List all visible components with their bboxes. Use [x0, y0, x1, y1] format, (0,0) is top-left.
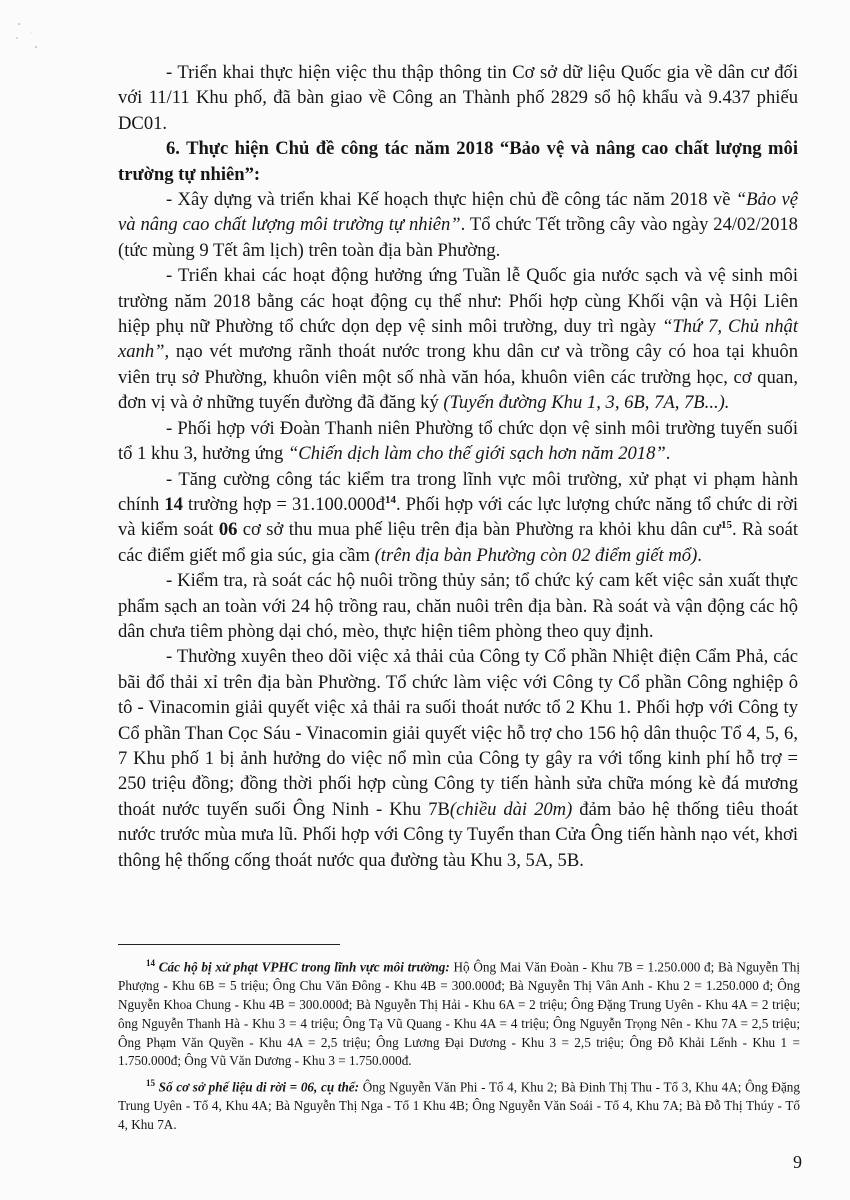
text-run: cơ sở thu mua phế liệu trên địa bàn Phường ra khỏi khu dân cư [237, 519, 721, 541]
text-run: - Phối hợp với Đoàn Thanh niên Phường tổ chức dọn vệ sinh môi trường tuyến suối tổ 1 khu 3, hưởng ứng [118, 417, 798, 465]
section-heading [118, 136, 798, 187]
text-run: . Rà soát các điểm giết mổ gia súc, gia cầm [118, 519, 799, 566]
body-paragraph [118, 416, 798, 467]
text-run: (trên địa bàn Phường còn 02 điểm giết mổ) [374, 544, 698, 566]
footnote-14 [118, 954, 800, 1071]
footnote-text: Hộ Ông Mai Văn Đoàn - Khu 7B = 1.250.000 đ; Bà Nguyễn Thị Phượng - Khu 6B = 5 triệu; Ông Chu Văn Đông - Khu 4B = 300.000đ; Bà Nguyễn Thị Vân Anh - Khu 2 = 1.250.000 đ; Ông Nguyễn Khoa Chung - Khu 4B = 300.000đ; Bà Nguyễn Thị Hải - Khu 6A = 2 triệu; Ông Đặng Trung Uyên - Khu 4A = 2 triệu; ông Nguyễn Thanh Hà - Khu 3 = 4 triệu; Ông Tạ Vũ Quang - Khu 4A = 4 triệu; Ông Nguyễn Trọng Nên - Khu 7A = 2,5 triệu; Ông Phạm Văn Quyền - Khu 4A = 2,5 triệu; Ông Lương Đại Dương - Khu 3 = 2,5 triệu; Ông Đỗ Khải Lếnh - Khu 1 = 1.750.000đ; Ông Vũ Văn Dương - Khu 3 = 1.750.000đ. [118, 959, 801, 1069]
footnotes [118, 954, 800, 1138]
text-run: . Phối hợp với các lực lượng chức năng tổ chức di rời và kiểm soát [118, 493, 798, 541]
text-run: “Chiến dịch làm cho thế giới sạch hơn năm 2018” [287, 443, 666, 465]
text-run: 6. Thực hiện Chủ đề công tác năm 2018 “Bảo vệ và nâng cao chất lượng môi trường tự nhiên”: [118, 138, 798, 185]
text-run: - Kiểm tra, rà soát các hộ nuôi trồng thủy sản; tổ chức ký cam kết việc sản xuất thực phẩm sạch an toàn với 24 hộ trồng rau, chăn nuôi trên địa bàn. Rà soát và vận động các hộ dân chưa tiêm phòng dại chó, mèo, thực hiện tiêm phòng theo quy định. [118, 570, 798, 642]
footnote-number: 14 [146, 958, 155, 968]
text-run: - Tăng cường công tác kiểm tra trong lĩnh vực môi trường, xử phạt vi phạm hành chính [118, 468, 798, 515]
scan-specks [0, 0, 60, 60]
text-run: 06 [218, 519, 238, 541]
text-run: “Bảo vệ và nâng cao chất lượng môi trường tự nhiên” [118, 189, 799, 236]
body-paragraph [118, 187, 798, 263]
text-run: - Thường xuyên theo dõi việc xả thải của Công ty Cổ phần Nhiệt điện Cẩm Phả, các bãi đổ thải xỉ trên địa bàn Phường. Tổ chức làm việc với Công ty Cổ phần Công nghiệp ô tô - Vinacomin giải quyết việc xả thải ra suối thoát nước tổ 2 Khu 1. Phối hợp với Công ty Cổ phần Than Cọc Sáu - Vinacomin giải quyết việc hỗ trợ cho 156 hộ dân thuộc Tổ 4, 5, 6, 7 Khu phố 1 bị ảnh hưởng do việc nổ mìn của Công ty gây ra với tổng kinh phí hỗ trợ = 250 triệu đồng; đồng thời phối hợp cùng Công ty tiến hành sửa chữa móng kè đá mương thoát nước tuyến suối Ông Ninh - Khu 7B [118, 646, 798, 820]
footnote-text: Ông Nguyễn Văn Phi - Tổ 4, Khu 2; Bà Đinh Thị Thu - Tổ 3, Khu 4A; Ông Đặng Trung Uyên - Tổ 4, Khu 4A; Bà Nguyễn Thị Nga - Tổ 1 Khu 4B; Ông Nguyễn Văn Soái - Tổ 4, Khu 7A; Bà Đỗ Thị Thúy - Tổ 4, Khu 7A. [118, 1079, 800, 1133]
footnote-lead: Các hộ bị xử phạt VPHC trong lĩnh vực môi trường: [158, 959, 450, 975]
text-run: (Tuyến đường Khu 1, 3, 6B, 7A, 7B...). [443, 392, 730, 414]
body-text [118, 60, 798, 873]
footnote-reference[interactable]: 15 [720, 519, 732, 532]
text-run: (chiều dài 20m) [449, 798, 573, 820]
text-run: - Triển khai thực hiện việc thu thập thông tin Cơ sở dữ liệu Quốc gia về dân cư đối với 11/11 Khu phố, đã bàn giao về Công an Thành phố 2829 sổ hộ khẩu và 9.437 phiếu DC01. [118, 62, 798, 134]
footnote-number: 15 [146, 1078, 155, 1089]
footnote-reference[interactable]: 14 [384, 493, 396, 506]
body-paragraph [118, 263, 798, 415]
footnote-separator [118, 944, 340, 945]
text-run: , nạo vét mương rãnh thoát nước trong khu dân cư và trồng cây có hoa tại khuôn viên trụ sở Phường, khuôn viên một số nhà văn hóa, khuôn viên các trường học, cơ quan, đơn vị và ở những tuyến đường đã đăng ký [118, 341, 798, 414]
footnote-15 [118, 1074, 800, 1135]
text-run: đảm bảo hệ thống tiêu thoát nước trước mùa mưa lũ. Phối hợp với Công ty Tuyển than Cửa Ông tiến hành nạo vét, khơi thông hệ thống cống thoát nước qua đường tàu Khu 3, 5A, 5B. [118, 798, 798, 871]
text-run: “Thứ 7, Chủ nhật xanh” [118, 316, 798, 363]
text-run: trường hợp = 31.100.000đ [182, 493, 385, 515]
page-number: 9 [793, 1152, 802, 1172]
text-run: . [697, 544, 702, 566]
text-run: - Xây dựng và triển khai Kế hoạch thực hiện chủ đề công tác năm 2018 về [166, 189, 736, 211]
text-run: 14 [164, 493, 183, 515]
body-paragraph [118, 644, 798, 873]
body-paragraph [118, 60, 798, 136]
footnote-lead: Số cơ sở phế liệu di rời = 06, cụ thể: [158, 1079, 360, 1095]
text-run: . Tổ chức Tết trồng cây vào ngày 24/02/2018 (tức mùng 9 Tết âm lịch) trên toàn địa bàn Phường. [118, 214, 798, 261]
text-run: . [665, 443, 671, 465]
text-run: - Triển khai các hoạt động hưởng ứng Tuần lễ Quốc gia nước sạch và vệ sinh môi trường năm 2018 bằng các hoạt động cụ thể như: Phối hợp cùng Khối vận và Hội Liên hiệp phụ nữ Phường tổ chức dọn dẹp vệ sinh môi trường, duy trì ngày [118, 265, 798, 338]
body-paragraph [118, 467, 798, 569]
body-paragraph [118, 568, 798, 644]
